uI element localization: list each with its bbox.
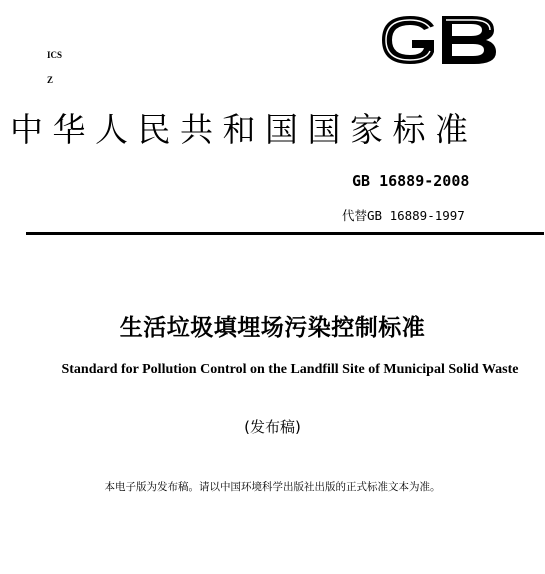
standard-number: GB 16889-2008 [352,172,470,190]
document-title-en: Standard for Pollution Control on the Landfill Site of Municipal Solid Waste [61,362,519,377]
classification-label: Z [47,75,54,85]
gb-logo [378,12,500,68]
national-standard-title: 中华人民共和国国家标准 [10,110,478,149]
document-status: (发布稿) [244,418,301,436]
document-title-cn: 生活垃圾填埋场污染控制标准 [119,315,426,341]
replaces-standard: 代替GB 16889-1997 [342,208,465,223]
edition-notice: 本电子版为发布稿。请以中国环境科学出版社出版的正式标准文本为准。 [104,481,441,493]
ics-label: ICS [47,50,63,60]
header-divider [26,232,544,235]
